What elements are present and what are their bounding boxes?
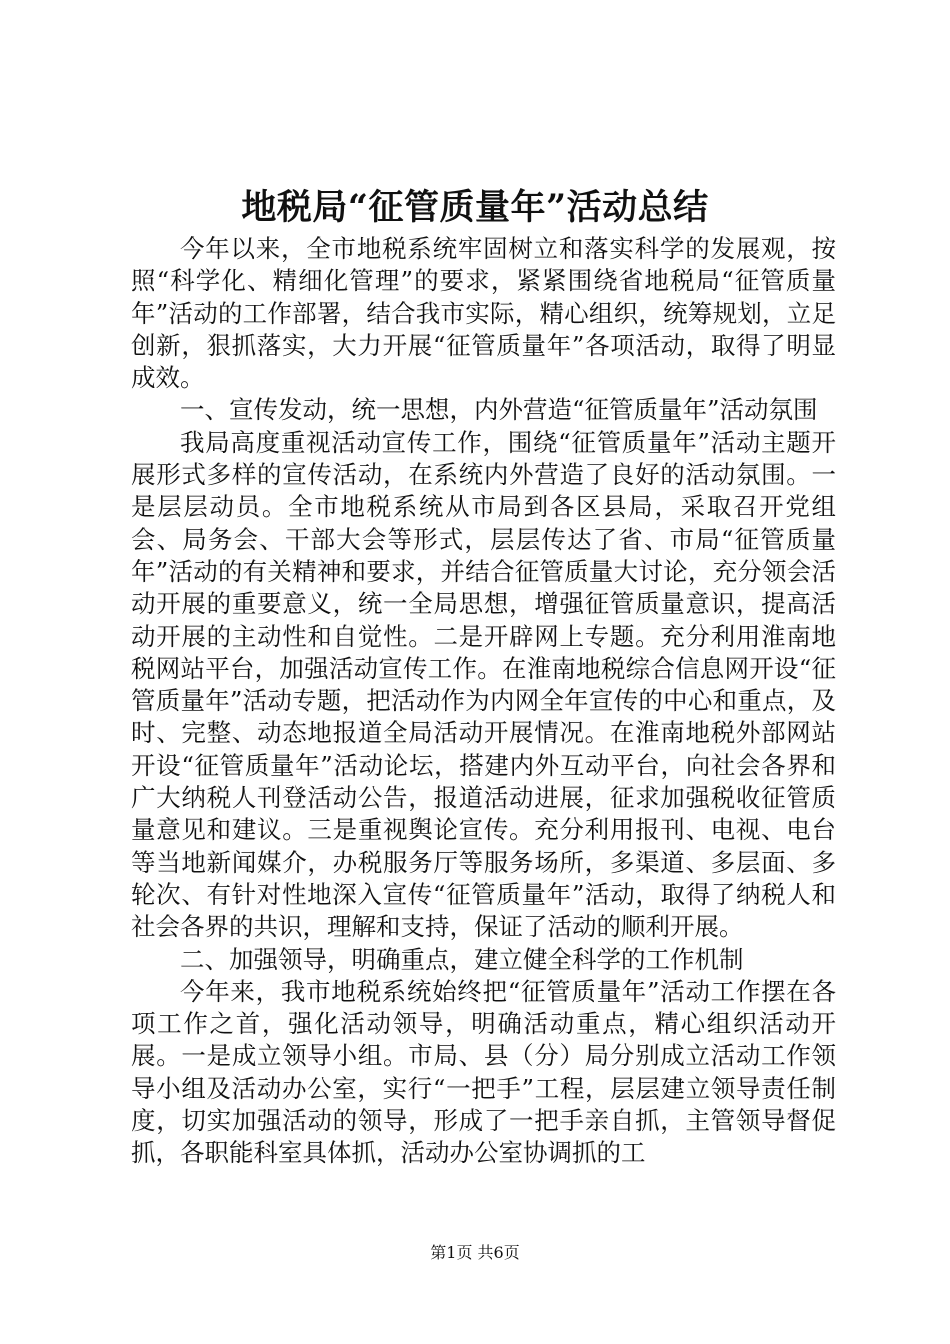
document-body [131,233,836,1170]
section-heading-1: 一、宣传发动，统一思想，内外营造“征管质量年”活动氛围 [180,395,818,425]
section-heading-2: 二、加强领导，明确重点，建立健全科学的工作机制 [180,944,744,974]
paragraph-leadership: 今年来，我市地税系统始终把“征管质量年”活动工作摆在各项工作之首，强化活动领导，明确活动重点，精心组织活动开展。一是成立领导小组。市局、县（分）局分别成立活动工作领导小组及活动办公室，实行“一把手”工程，层层建立领导责任制度，切实加强活动的领导，形成了一把手亲自抓，主管领导督促抓，各职能科室具体抓，活动办公室协调抓的工 [131,976,836,1168]
page-number-footer: 第1页 共6页 [430,1243,520,1262]
paragraph-intro: 今年以来，全市地税系统牢固树立和落实科学的发展观，按照“科学化、精细化管理”的要求，紧紧围绕省地税局“征管质量年”活动的工作部署，结合我市实际，精心组织，统筹规划，立足创新，狠抓落实，大力开展“征管质量年”各项活动，取得了明显成效。 [131,234,836,393]
document-title: 地税局“征管质量年”活动总结 [241,187,709,228]
paragraph-publicity: 我局高度重视活动宣传工作，围绕“征管质量年”活动主题开展形式多样的宣传活动，在系统内外营造了良好的活动氛围。一是层层动员。全市地税系统从市局到各区县局，采取召开党组会、局务会、干部大会等形式，层层传达了省、市局“征管质量年”活动的有关精神和要求，并结合征管质量大讨论，充分领会活动开展的重要意义，统一全局思想，增强征管质量意识，提高活动开展的主动性和自觉性。二是开辟网上专题。充分利用淮南地税网站平台，加强活动宣传工作。在淮南地税综合信息网开设“征管质量年”活动专题，把活动作为内网全年宣传的中心和重点，及时、完整、动态地报道全局活动开展情况。在淮南地税外部网站开设“征管质量年”活动论坛，搭建内外互动平台，向社会各界和广大纳税人刊登活动公告，报道活动进展，征求加强税收征管质量意见和建议。三是重视舆论宣传。充分利用报刊、电视、电台等当地新闻媒介，办税服务厅等服务场所，多渠道、多层面、多轮次、有针对性地深入宣传“征管质量年”活动，取得了纳税人和社会各界的共识，理解和支持，保证了活动的顺利开展。 [131,427,836,942]
